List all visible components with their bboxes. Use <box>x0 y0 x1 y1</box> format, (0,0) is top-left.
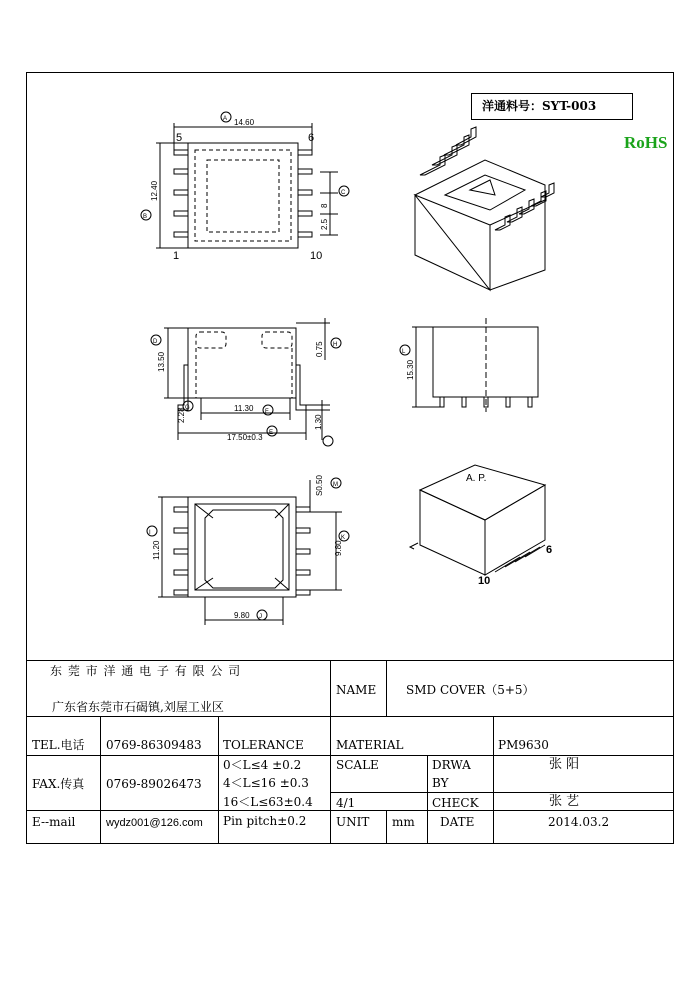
company-address: 广东省东莞市石碣镇,刘屋工业区 <box>52 700 224 714</box>
drawn-by-label-2: BY <box>432 776 449 790</box>
fax-value: 0769-89026473 <box>106 777 202 791</box>
tel-label: TEL.电话 <box>32 738 85 752</box>
dim-k-value: 9.80 <box>334 540 343 556</box>
dim-j-value: 9.80 <box>234 611 250 620</box>
tag-e: E <box>269 430 274 436</box>
name-label: NAME <box>336 683 377 697</box>
pin-6-label: 6 <box>308 132 315 144</box>
side-view <box>400 318 538 412</box>
tolerance-row-2: 4＜L≤16 ±0.3 <box>223 776 309 790</box>
tag-h: H <box>333 342 338 348</box>
drawn-by-label-1: DRWA <box>432 758 471 772</box>
check-value: 张 艺 <box>549 794 580 809</box>
dim-m-value: S0.50 <box>315 475 324 496</box>
material-value: PM9630 <box>498 738 549 752</box>
top-view <box>141 112 349 248</box>
company-name: 东 莞 市 洋 通 电 子 有 限 公 司 <box>50 664 242 678</box>
dim-h-value: 0.75 <box>315 341 324 357</box>
tel-value: 0769-86309483 <box>106 738 202 752</box>
dim-d-value: 13.50 <box>157 351 166 372</box>
tag-b: B <box>143 214 148 220</box>
tolerance-label: TOLERANCE <box>223 738 304 752</box>
tag-d: D <box>153 339 158 345</box>
cover-pin-6-label: 6 <box>546 544 553 556</box>
date-value: 2014.03.2 <box>548 815 610 829</box>
email-value: wydz001@126.com <box>106 817 203 829</box>
drawn-by-value: 张 阳 <box>549 757 580 772</box>
tag-k: K <box>341 535 346 541</box>
pin-10-label: 10 <box>310 250 323 262</box>
email-label: E--mail <box>32 815 76 829</box>
dim-bottom-value: 1.30 <box>314 414 323 430</box>
dim-c-top: 8 <box>320 203 329 208</box>
part-number-label: 洋通料号：SYT-003 <box>482 99 597 113</box>
fax-label: FAX.传真 <box>32 777 85 791</box>
unit-value: mm <box>392 815 415 829</box>
rohs-mark: RoHS <box>624 133 668 152</box>
cover-mark: A. P. <box>466 473 487 484</box>
tag-c: C <box>341 190 346 196</box>
dim-l-value: 15.30 <box>406 359 415 380</box>
scale-value: 4/1 <box>336 796 356 810</box>
tag-f: F <box>265 409 269 415</box>
scale-label: SCALE <box>336 758 379 772</box>
tag-m: M <box>333 482 338 488</box>
unit-label: UNIT <box>336 815 370 829</box>
tag-j: J <box>259 614 262 620</box>
material-label: MATERIAL <box>336 738 404 752</box>
dim-g-value: 2.28 <box>177 407 186 423</box>
bottom-view <box>147 478 349 625</box>
dim-a-value: 14.60 <box>234 118 255 127</box>
tag-g: G <box>185 405 190 411</box>
dim-b-value: 12.40 <box>150 180 159 201</box>
pin-5-label: 5 <box>176 132 183 144</box>
front-view <box>151 318 341 446</box>
cover-pin-10-label: 10 <box>478 575 491 587</box>
dim-f-value: 11.30 <box>234 404 254 413</box>
iso-bobbin-view <box>415 127 554 290</box>
date-label: DATE <box>440 815 475 829</box>
pin-1-label: 1 <box>173 250 180 262</box>
name-value: SMD COVER（5+5） <box>406 683 535 697</box>
tolerance-row-4: Pin pitch±0.2 <box>223 814 307 828</box>
tolerance-row-3: 16＜L≤63±0.4 <box>223 795 313 809</box>
dim-i-value: 11.20 <box>152 540 161 560</box>
dim-c-bottom: 2.5 <box>320 218 329 230</box>
tolerance-row-1: 0＜L≤4 ±0.2 <box>223 758 302 772</box>
dim-e-value: 17.50±0.3 <box>227 433 263 442</box>
tag-l: L <box>402 349 406 355</box>
tag-a: A <box>223 116 228 122</box>
check-label: CHECK <box>432 796 479 810</box>
tag-i: I <box>149 530 151 536</box>
